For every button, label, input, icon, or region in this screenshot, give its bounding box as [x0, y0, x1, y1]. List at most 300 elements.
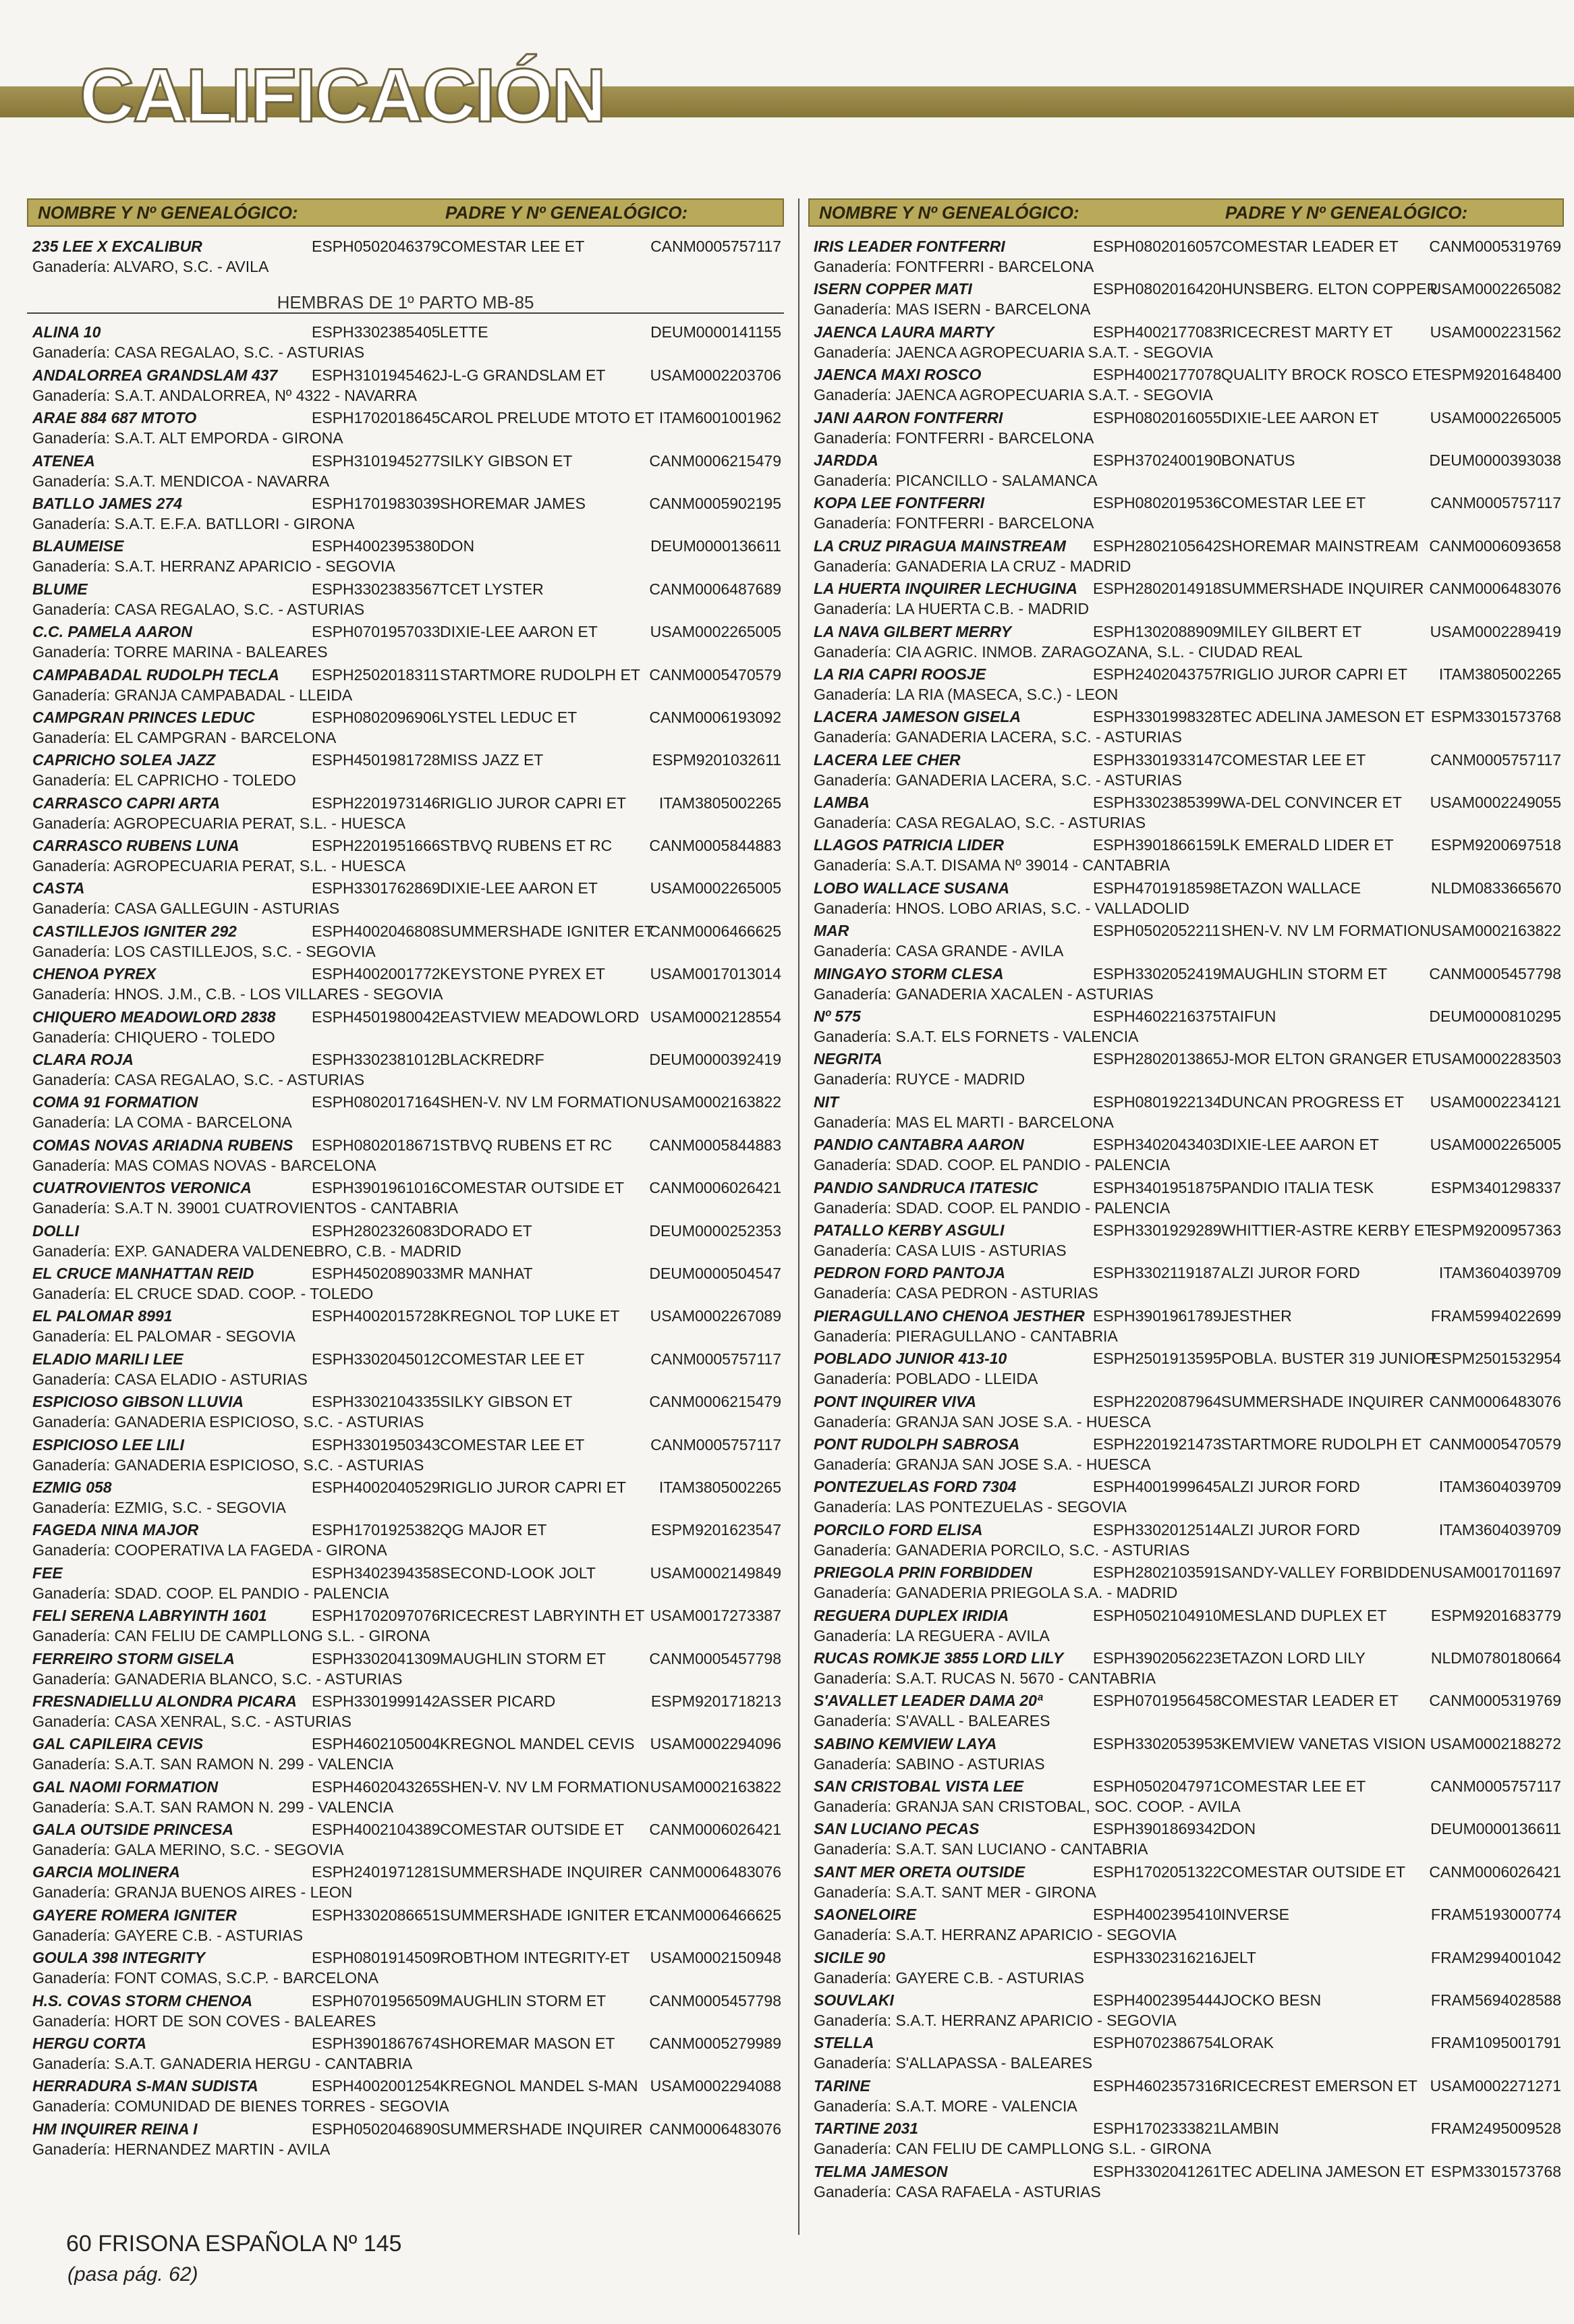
sire-number: ITAM3805002265	[658, 1478, 781, 1496]
animal-name: LACERA LEE CHER	[814, 750, 961, 769]
sire-name: DIXIE-LEE AARON ET	[440, 623, 598, 641]
list-item	[27, 1904, 784, 1946]
sire-number: CANM0006215479	[649, 451, 781, 470]
animal-name: PIERAGULLANO CHENOA JESTHER	[814, 1306, 1085, 1325]
animal-name: COMA 91 FORMATION	[32, 1093, 198, 1111]
animal-number: ESPH1702097076	[312, 1607, 441, 1625]
farm-name: Ganadería: GRANJA SAN CRISTOBAL, SOC. COOP. - AVILA	[814, 1798, 1241, 1816]
list-item	[808, 1347, 1564, 1389]
farm-name: Ganadería: GRANJA SAN JOSE S.A. - HUESCA	[814, 1412, 1151, 1431]
animal-name: CUATROVIENTOS VERONICA	[32, 1179, 252, 1197]
sire-name: COMESTAR OUTSIDE ET	[440, 1821, 625, 1839]
list-item	[27, 364, 784, 406]
animal-number: ESPH0801914509	[312, 1949, 441, 1967]
animal-name: EZMIG 058	[32, 1478, 112, 1496]
animal-name: PANDIO CANTABRA AARON	[814, 1136, 1024, 1154]
sire-name: RIGLIO JUROR CAPRI ET	[1221, 665, 1408, 683]
farm-name: Ganadería: MAS COMAS NOVAS - BARCELONA	[32, 1156, 376, 1174]
farm-name: Ganadería: PICANCILLO - SALAMANCA	[814, 471, 1098, 489]
sire-name: SUMMERSHADE IGNITER ET	[440, 1906, 654, 1924]
sire-name: SUMMERSHADE IGNITER ET	[440, 922, 654, 940]
farm-name: Ganadería: S.A.T. RUCAS N. 5670 - CANTABRIA	[814, 1669, 1156, 1687]
animal-name: GAL CAPILEIRA CEVIS	[32, 1735, 204, 1753]
animal-number: ESPH0502047971	[1093, 1777, 1222, 1796]
sire-number: USAM0002265005	[1430, 1136, 1561, 1154]
animal-name: SABINO KEMVIEW LAYA	[814, 1734, 997, 1752]
list-item	[808, 1989, 1564, 2031]
sire-name: SHOREMAR MASON ET	[440, 2035, 615, 2053]
right-column-header	[808, 198, 1564, 227]
list-item	[808, 877, 1564, 919]
farm-name: Ganadería: JAENCA AGROPECUARIA S.A.T. - SEGOVIA	[814, 343, 1213, 361]
sire-number: CANM0005757117	[650, 238, 781, 255]
animal-number: ESPH2402043757	[1093, 665, 1222, 683]
sire-name: KEMVIEW VANETAS VISION	[1221, 1734, 1426, 1752]
animal-number: ESPH4002104389	[312, 1821, 441, 1839]
farm-name: Ganadería: GANADERIA PRIEGOLA S.A. - MADRID	[814, 1584, 1178, 1602]
animal-number: ESPH0502104910	[1093, 1606, 1222, 1624]
animal-number: ESPH3302104335	[312, 1393, 441, 1411]
animal-number: ESPH4002015728	[312, 1307, 441, 1325]
list-item	[27, 1732, 784, 1775]
farm-name: Ganadería: CASA REGALAO, S.C. - ASTURIAS	[32, 343, 365, 362]
animal-number: ESPH3302316216	[1093, 1948, 1222, 1966]
sire-name: SECOND-LOOK JOLT	[440, 1564, 596, 1582]
sire-number: ESPM3301573768	[1430, 708, 1561, 726]
animal-name: PONT RUDOLPH SABROSA	[814, 1435, 1020, 1453]
list-item	[27, 1090, 784, 1133]
list-item	[808, 1903, 1564, 1945]
animal-name: LA HUERTA INQUIRER LECHUGINA	[814, 580, 1077, 598]
animal-name: CLARA ROJA	[32, 1051, 134, 1069]
list-item	[808, 1047, 1564, 1090]
animal-name: ATENEA	[32, 451, 95, 470]
list-item	[27, 1176, 784, 1219]
animal-name: PEDRON FORD PANTOJA	[814, 1264, 1006, 1282]
sire-number: CANM0005844883	[649, 1136, 781, 1154]
animal-name: H.S. COVAS STORM CHENOA	[32, 1991, 253, 2010]
list-item	[27, 962, 784, 1005]
footer-page: 60 FRISONA ESPAÑOLA Nº 145	[66, 2231, 402, 2257]
farm-name: Ganadería: S.A.T. ELS FORNETS - VALENCIA	[814, 1028, 1139, 1046]
sire-name: DIXIE-LEE AARON ET	[1221, 1136, 1379, 1154]
list-item	[27, 321, 784, 363]
sire-name: WHITTIER-ASTRE KERBY ET	[1221, 1221, 1434, 1239]
sire-number: USAM0002188272	[1430, 1734, 1561, 1752]
sire-name: STARTMORE RUDOLPH ET	[440, 665, 640, 684]
list-item	[808, 1946, 1564, 1989]
animal-number: ESPH3301999142	[312, 1692, 441, 1710]
farm-name: Ganadería: HERNANDEZ MARTIN - AVILA	[32, 2140, 331, 2158]
list-item	[27, 1860, 784, 1903]
list-item	[27, 578, 784, 620]
sire-number: CANM0005757117	[650, 1435, 781, 1454]
animal-number: ESPH2201973146	[312, 794, 441, 812]
sire-number: USAM0002231562	[1430, 323, 1561, 341]
animal-number: ESPH3302385399	[1093, 794, 1222, 812]
sire-name: COMESTAR OUTSIDE ET	[440, 1179, 625, 1197]
animal-number: ESPH4602357316	[1093, 2076, 1222, 2095]
animal-name: FELI SERENA LABRYINTH 1601	[32, 1607, 267, 1625]
animal-number: ESPH4002395380	[312, 537, 441, 555]
list-item	[808, 663, 1564, 705]
list-item	[808, 2031, 1564, 2074]
animal-name: ALINA 10	[32, 323, 101, 341]
sire-name: TAIFUN	[1221, 1007, 1276, 1026]
animal-number: ESPH2802014918	[1093, 580, 1222, 598]
farm-name: Ganadería: AGROPECUARIA PERAT, S.L. - HUESCA	[32, 814, 406, 832]
animal-number: ESPH0801922134	[1093, 1092, 1222, 1111]
farm-name: Ganadería: CASA XENRAL, S.C. - ASTURIAS	[32, 1712, 352, 1730]
animal-name: REGUERA DUPLEX IRIDIA	[814, 1606, 1009, 1624]
sire-number: CANM0005470579	[649, 665, 781, 684]
animal-number: ESPH2802326083	[312, 1221, 441, 1240]
animal-number: ESPH1702018645	[312, 409, 441, 427]
sire-name: SILKY GIBSON ET	[440, 1393, 573, 1411]
sire-number: FRAM2495009528	[1430, 2120, 1561, 2138]
sire-name: LYSTEL LEDUC ET	[440, 708, 578, 726]
animal-number: ESPH3302052419	[1093, 964, 1222, 983]
sire-name: POBLA. BUSTER 319 JUNIOR	[1221, 1350, 1437, 1368]
list-item	[27, 620, 784, 663]
farm-name: Ganadería: FONTFERRI - BARCELONA	[814, 514, 1094, 532]
farm-name: Ganadería: ALVARO, S.C. - AVILA	[32, 258, 269, 275]
farm-name: Ganadería: CAN FELIU DE CAMPLLONG S.L. - GIRONA	[814, 2140, 1212, 2158]
sire-number: ESPM9200697518	[1430, 836, 1561, 854]
animal-number: ESPH4002046808	[312, 922, 441, 940]
animal-number: ESPH0702386754	[1093, 2034, 1222, 2052]
animal-name: EL PALOMAR 8991	[32, 1307, 173, 1325]
animal-name: ESPICIOSO GIBSON LLUVIA	[32, 1393, 244, 1411]
sire-name: ASSER PICARD	[440, 1692, 556, 1710]
farm-name: Ganadería: PIERAGULLANO - CANTABRIA	[814, 1327, 1118, 1345]
list-item	[808, 1518, 1564, 1561]
animal-name: TARTINE 2031	[814, 2120, 919, 2138]
sire-number: CANM0005757117	[1430, 494, 1561, 512]
animal-name: FRESNADIELLU ALONDRA PICARA	[32, 1692, 297, 1710]
farm-name: Ganadería: S.A.T. SAN LUCIANO - CANTABRIA	[814, 1840, 1148, 1858]
animal-number: ESPH1302088909	[1093, 622, 1222, 640]
sire-number: CANM0005757117	[1430, 750, 1561, 769]
animal-name: PONT INQUIRER VIVA	[814, 1392, 977, 1410]
farm-name: Ganadería: SDAD. COOP. EL PANDIO - PALENCIA	[814, 1198, 1171, 1217]
sire-name: RICECREST EMERSON ET	[1221, 2076, 1417, 2095]
sire-number: CANM0005457798	[649, 1649, 781, 1667]
animal-number: ESPH4602043265	[312, 1777, 441, 1796]
animal-name: ANDALORREA GRANDSLAM 437	[32, 366, 278, 384]
farm-name: Ganadería: S.A.T. HERRANZ APARICIO - SEGOVIA	[32, 557, 395, 576]
animal-name: JANI AARON FONTFERRI	[814, 408, 1003, 426]
sire-number: ESPM9201683779	[1430, 1606, 1561, 1624]
farm-name: Ganadería: S.A.T. SANT MER - GIRONA	[814, 1883, 1096, 1901]
animal-number: ESPH4002177083	[1093, 323, 1222, 341]
sire-number: CANM0005844883	[649, 837, 781, 855]
animal-name: ARAE 884 687 MTOTO	[32, 409, 197, 427]
animal-name: PONTEZUELAS FORD 7304	[814, 1478, 1017, 1496]
animal-name: GOULA 398 INTEGRITY	[32, 1949, 206, 1967]
animal-number: ESPH2802105642	[1093, 536, 1222, 555]
farm-name: Ganadería: GANADERIA PORCILO, S.C. - ASTURIAS	[814, 1541, 1190, 1559]
sire-number: DEUM0000252353	[649, 1221, 781, 1240]
header-name-label: NOMBRE Y Nº GENEALÓGICO:	[819, 202, 1079, 223]
list-item	[808, 2160, 1564, 2203]
sire-number: ITAM3604039709	[1438, 1478, 1561, 1496]
list-item	[27, 1134, 784, 1176]
animal-number: ESPH2501913595	[1093, 1350, 1222, 1368]
farm-name: Ganadería: GANADERIA ESPICIOSO, S.C. - ASTURIAS	[32, 1413, 424, 1431]
animal-number: ESPH3301998328	[1093, 708, 1222, 726]
animal-number: ESPH2502018311	[312, 665, 439, 684]
sire-number: USAM0002163822	[650, 1093, 781, 1111]
sire-name: PANDIO ITALIA TESK	[1221, 1178, 1374, 1196]
animal-name: S'AVALLET LEADER DAMA 20ª	[814, 1692, 1043, 1710]
list-item	[27, 706, 784, 748]
farm-name: Ganadería: EL PALOMAR - SEGOVIA	[32, 1327, 296, 1346]
farm-name: Ganadería: S.A.T. GANADERIA HERGU - CANTABRIA	[32, 2055, 413, 2073]
animal-number: ESPH3901867674	[312, 2035, 441, 2053]
farm-name: Ganadería: EL CRUCE SDAD. COOP. - TOLEDO	[32, 1284, 374, 1302]
sire-number: USAM0002265005	[1430, 408, 1561, 426]
farm-name: Ganadería: LA REGUERA - AVILA	[814, 1626, 1050, 1644]
sire-number: CANM0006487689	[649, 580, 781, 598]
sire-name: MAUGHLIN STORM ET	[1221, 964, 1388, 983]
sire-number: FRAM1095001791	[1430, 2034, 1561, 2052]
sire-number: DEUM0000393038	[1429, 451, 1561, 469]
animal-name: LLAGOS PATRICIA LIDER	[814, 836, 1004, 854]
sire-number: NLDM0780180664	[1430, 1649, 1561, 1667]
sire-name: LAMBIN	[1221, 2120, 1279, 2138]
animal-name: SAN CRISTOBAL VISTA LEE	[814, 1777, 1023, 1796]
sire-name: SUMMERSHADE INQUIRER	[440, 1863, 643, 1881]
farm-name: Ganadería: CASA LUIS - ASTURIAS	[814, 1241, 1067, 1259]
list-item	[808, 2117, 1564, 2159]
sire-number: USAM0002249055	[1430, 794, 1561, 812]
sire-number: ITAM3805002265	[658, 794, 781, 812]
sire-name: COMESTAR LEE ET	[1221, 750, 1366, 769]
sire-name: HUNSBERG. ELTON COPPER	[1221, 280, 1438, 298]
sire-name: MAUGHLIN STORM ET	[440, 1649, 607, 1667]
list-item	[27, 1219, 784, 1262]
sire-number: ESPM3401298337	[1430, 1178, 1561, 1196]
animal-number: ESPH3702400190	[1093, 451, 1222, 469]
animal-number: ESPH2202087964	[1093, 1392, 1222, 1410]
sire-number: ESPM9201718213	[650, 1692, 781, 1710]
animal-number: ESPH4001999645	[1093, 1478, 1222, 1496]
header-sire-label: PADRE Y Nº GENEALÓGICO:	[1225, 202, 1468, 223]
section-header	[27, 277, 784, 321]
sire-name: LETTE	[440, 323, 488, 341]
sire-number: USAM0017011697	[1431, 1564, 1561, 1582]
farm-name: Ganadería: GANADERIA LA CRUZ - MADRID	[814, 557, 1131, 575]
animal-number: ESPH3302012514	[1093, 1520, 1222, 1539]
sire-number: CANM0006466625	[649, 1906, 781, 1924]
farm-name: Ganadería: GRANJA BUENOS AIRES - LEON	[32, 1883, 353, 1902]
animal-number: ESPH3401951875	[1093, 1178, 1222, 1196]
list-item	[27, 235, 784, 277]
list-item	[27, 1390, 784, 1433]
animal-name: PORCILO FORD ELISA	[814, 1520, 983, 1539]
farm-name: Ganadería: TORRE MARINA - BALEARES	[32, 643, 328, 661]
sire-number: NLDM0833665670	[1430, 879, 1561, 897]
farm-name: Ganadería: EZMIG, S.C. - SEGOVIA	[32, 1498, 286, 1516]
sire-number: USAM0002265005	[650, 879, 781, 897]
list-item	[27, 2118, 784, 2160]
sire-name: COMESTAR LEADER ET	[1221, 238, 1399, 255]
animal-number: ESPH1701925382	[312, 1521, 441, 1539]
sire-number: USAM0002128554	[650, 1007, 781, 1026]
animal-number: ESPH3302119187	[1093, 1264, 1220, 1282]
sire-number: ITAM3805002265	[1438, 665, 1561, 683]
animal-name: C.C. PAMELA AARON	[32, 623, 192, 641]
list-item	[808, 620, 1564, 663]
animal-name: LA CRUZ PIRAGUA MAINSTREAM	[814, 536, 1066, 555]
sire-number: CANM0006093658	[1429, 536, 1561, 555]
sire-name: MR MANHAT	[440, 1264, 533, 1282]
animal-number: ESPH4701918598	[1093, 879, 1222, 897]
list-item	[808, 1090, 1564, 1133]
sire-number: DEUM0000141155	[650, 323, 781, 341]
farm-name: Ganadería: JAENCA AGROPECUARIA S.A.T. - SEGOVIA	[814, 386, 1213, 404]
animal-number: ESPH3901866159	[1093, 836, 1222, 854]
sire-name: SHEN-V. NV LM FORMATION	[440, 1093, 650, 1111]
farm-name: Ganadería: CASA REGALAO, S.C. - ASTURIAS	[32, 1071, 365, 1089]
list-item	[808, 1219, 1564, 1261]
list-item	[808, 2074, 1564, 2117]
sire-number: USAM0017273387	[650, 1607, 781, 1625]
farm-name: Ganadería: FONTFERRI - BARCELONA	[814, 258, 1094, 275]
sire-number: CANM0006215479	[649, 1393, 781, 1411]
sire-name: SUMMERSHADE INQUIRER	[1221, 1392, 1424, 1410]
sire-name: MISS JAZZ ET	[440, 751, 544, 769]
sire-name: QG MAJOR ET	[440, 1521, 547, 1539]
animal-name: PANDIO SANDRUCA ITATESIC	[814, 1178, 1038, 1196]
list-item	[27, 1818, 784, 1860]
list-item	[27, 1989, 784, 2032]
animal-name: GAL NAOMI FORMATION	[32, 1777, 219, 1796]
farm-name: Ganadería: CHIQUERO - TOLEDO	[32, 1028, 275, 1046]
animal-number: ESPH4002001254	[312, 2077, 441, 2095]
animal-name: CASTA	[32, 879, 85, 897]
farm-name: Ganadería: CASA RAFAELA - ASTURIAS	[814, 2182, 1101, 2201]
right-column	[808, 198, 1564, 2203]
sire-number: CANM0005319769	[1429, 1692, 1561, 1710]
farm-name: Ganadería: AGROPECUARIA PERAT, S.L. - HUESCA	[32, 857, 406, 875]
animal-name: POBLADO JUNIOR 413-10	[814, 1350, 1007, 1368]
sire-number: CANM0006483076	[1429, 580, 1561, 598]
left-column	[27, 198, 784, 2160]
farm-name: Ganadería: COMUNIDAD DE BIENES TORRES - SEGOVIA	[32, 2097, 449, 2115]
animal-name: SAN LUCIANO PECAS	[814, 1820, 980, 1838]
sire-name: TEC ADELINA JAMESON ET	[1221, 2162, 1425, 2180]
sire-number: ITAM6001001962	[658, 409, 781, 427]
list-item	[808, 321, 1564, 363]
farm-name: Ganadería: GALA MERINO, S.C. - SEGOVIA	[32, 1841, 344, 1859]
right-entry-list	[808, 235, 1564, 2203]
sire-name: SHEN-V. NV LM FORMATION	[1221, 922, 1431, 940]
sire-name: WA-DEL CONVINCER ET	[1221, 794, 1402, 812]
animal-name: 235 LEE X EXCALIBUR	[32, 238, 202, 255]
sire-name: EASTVIEW MEADOWLORD	[440, 1007, 640, 1026]
animal-number: ESPH0701957033	[312, 623, 441, 641]
list-item	[808, 1604, 1564, 1647]
animal-name: PRIEGOLA PRIN FORBIDDEN	[814, 1564, 1032, 1582]
animal-number: ESPH0502046890	[312, 2120, 441, 2138]
sire-number: FRAM5994022699	[1430, 1306, 1561, 1325]
list-item	[27, 1604, 784, 1647]
sire-number: FRAM5193000774	[1430, 1906, 1561, 1924]
animal-number: ESPH4501980042	[312, 1007, 441, 1026]
sire-number: USAM0002289419	[1430, 622, 1561, 640]
sire-number: USAM0002234121	[1430, 1092, 1561, 1111]
sire-name: MAUGHLIN STORM ET	[440, 1991, 607, 2010]
animal-number: ESPH3301933147	[1093, 750, 1222, 769]
sire-number: USAM0002163822	[650, 1777, 781, 1796]
sire-name: MESLAND DUPLEX ET	[1221, 1606, 1387, 1624]
animal-name: SAONELOIRE	[814, 1906, 917, 1924]
list-item	[27, 1946, 784, 1989]
farm-name: Ganadería: LA RIA (MASECA, S.C.) - LEON	[814, 685, 1119, 703]
sire-name: LORAK	[1221, 2034, 1274, 2052]
animal-name: NIT	[814, 1092, 839, 1111]
animal-name: ELADIO MARILI LEE	[32, 1350, 184, 1368]
sire-number: ITAM3604039709	[1438, 1520, 1561, 1539]
sire-name: KREGNOL MANDEL CEVIS	[440, 1735, 635, 1753]
farm-name: Ganadería: HNOS. LOBO ARIAS, S.C. - VALLADOLID	[814, 899, 1189, 917]
animal-number: ESPH3302086651	[312, 1906, 441, 1924]
animal-number: ESPH3402394358	[312, 1564, 441, 1582]
sire-name: J-L-G GRANDSLAM ET	[440, 366, 606, 384]
farm-name: Ganadería: GANADERIA XACALEN - ASTURIAS	[814, 985, 1154, 1003]
sire-number: CANM0005457798	[1429, 964, 1561, 983]
animal-name: LA RIA CAPRI ROOSJE	[814, 665, 986, 683]
list-item	[808, 577, 1564, 619]
list-item	[808, 791, 1564, 833]
sire-name: SUMMERSHADE INQUIRER	[1221, 580, 1424, 598]
animal-name: DOLLI	[32, 1221, 79, 1240]
sire-name: KEYSTONE PYREX ET	[440, 965, 605, 983]
animal-number: ESPH0802016055	[1093, 408, 1222, 426]
sire-number: CANM0005470579	[1429, 1435, 1561, 1453]
sire-number: FRAM5694028588	[1430, 1991, 1561, 2010]
list-item	[27, 1647, 784, 1690]
sire-name: JELT	[1221, 1948, 1256, 1966]
sire-name: DON	[1221, 1820, 1256, 1838]
animal-number: ESPH3302041261	[1093, 2162, 1222, 2180]
sire-name: JESTHER	[1221, 1306, 1292, 1325]
animal-name: JAENCA MAXI ROSCO	[814, 366, 982, 384]
list-item	[808, 1561, 1564, 1603]
sire-name: SUMMERSHADE INQUIRER	[440, 2120, 643, 2138]
animal-name: PATALLO KERBY ASGULI	[814, 1221, 1005, 1239]
sire-name: RICECREST MARTY ET	[1221, 323, 1393, 341]
list-item	[27, 1304, 784, 1347]
animal-name: CHIQUERO MEADOWLORD 2838	[32, 1007, 276, 1026]
animal-number: ESPH1701983039	[312, 494, 441, 512]
animal-name: LA NAVA GILBERT MERRY	[814, 622, 1012, 640]
header-name-label: NOMBRE Y Nº GENEALÓGICO:	[38, 202, 298, 223]
sire-name: DIXIE-LEE AARON ET	[1221, 408, 1379, 426]
sire-name: STBVQ RUBENS ET RC	[440, 1136, 613, 1154]
list-item	[27, 877, 784, 919]
sire-name: SHOREMAR JAMES	[440, 494, 586, 512]
sire-name: QUALITY BROCK ROSCO ET	[1221, 366, 1432, 384]
animal-name: CARRASCO CAPRI ARTA	[32, 794, 221, 812]
animal-name: GAYERE ROMERA IGNITER	[32, 1906, 237, 1924]
farm-name: Ganadería: S.A.T. SAN RAMON N. 299 - VALENCIA	[32, 1755, 394, 1773]
list-item	[808, 1433, 1564, 1475]
list-item	[808, 1647, 1564, 1689]
farm-name: Ganadería: S.A.T. ALT EMPORDA - GIRONA	[32, 429, 343, 447]
